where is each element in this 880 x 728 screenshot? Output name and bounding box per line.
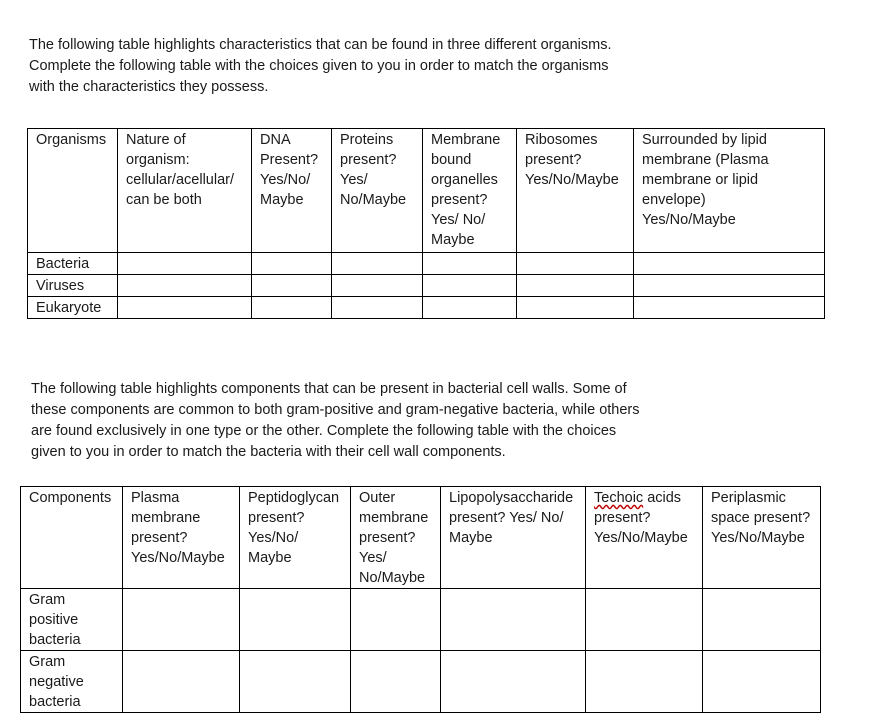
answer-cell[interactable]	[517, 253, 634, 275]
row-label-gram-negative: Gram negative bacteria	[21, 651, 123, 713]
header-nature-of-organism: Nature of organism: cellular/acellular/ can be both	[118, 129, 252, 253]
answer-cell[interactable]	[634, 297, 825, 319]
answer-cell[interactable]	[118, 253, 252, 275]
table-row	[28, 297, 825, 319]
answer-cell[interactable]	[332, 275, 423, 297]
header-teichoic-suffix: acids	[643, 490, 682, 506]
answer-cell[interactable]	[252, 297, 332, 319]
row-label-bacteria: Bacteria	[28, 253, 118, 275]
intro-paragraph-organisms: The following table highlights characteristics that can be found in three different organisms. Complete the following table with the choices given to you in order to match the organisms with the characteristics they possess.	[29, 37, 612, 95]
answer-cell[interactable]	[118, 297, 252, 319]
answer-cell[interactable]	[441, 589, 586, 651]
header-dna-present: DNA Present? Yes/No/ Maybe	[252, 129, 332, 253]
table-row	[21, 589, 821, 651]
answer-cell[interactable]	[423, 297, 517, 319]
header-peptidoglycan: Peptidoglycan present? Yes/No/ Maybe	[240, 487, 351, 589]
answer-cell[interactable]	[703, 589, 821, 651]
answer-cell[interactable]	[703, 651, 821, 713]
header-membrane-organelles: Membrane bound organelles present? Yes/ No/ Maybe	[423, 129, 517, 253]
table-row	[28, 275, 825, 297]
header-organisms: Organisms	[28, 129, 118, 253]
answer-cell[interactable]	[332, 253, 423, 275]
answer-cell[interactable]	[423, 275, 517, 297]
answer-cell[interactable]	[118, 275, 252, 297]
table-row	[21, 651, 821, 713]
answer-cell[interactable]	[586, 651, 703, 713]
header-teichoic-question: present? Yes/No/Maybe	[594, 510, 688, 546]
answer-cell[interactable]	[240, 589, 351, 651]
spellcheck-word: Techoic	[594, 490, 644, 506]
header-components: Components	[21, 487, 123, 589]
row-label-eukaryote: Eukaryote	[28, 297, 118, 319]
answer-cell[interactable]	[351, 589, 441, 651]
answer-cell[interactable]	[123, 589, 240, 651]
answer-cell[interactable]	[423, 253, 517, 275]
header-periplasmic-space: Periplasmic space present? Yes/No/Maybe	[703, 487, 821, 589]
answer-cell[interactable]	[252, 253, 332, 275]
header-teichoic-acids	[586, 487, 703, 589]
table-header-row	[21, 487, 821, 589]
answer-cell[interactable]	[586, 589, 703, 651]
intro-paragraph-cell-walls: The following table highlights components that can be present in bacterial cell walls. Some of these components are common to both gram-positive and gram-negative bacteria, while others are found exclusively in one type or the other. Complete the following table with the choices given to you in order to match the bacteria with their cell wall components.	[31, 381, 640, 460]
answer-cell[interactable]	[517, 297, 634, 319]
header-plasma-membrane: Plasma membrane present? Yes/No/Maybe	[123, 487, 240, 589]
row-label-gram-positive: Gram positive bacteria	[21, 589, 123, 651]
header-lipid-membrane: Surrounded by lipid membrane (Plasma membrane or lipid envelope) Yes/No/Maybe	[634, 129, 825, 253]
table-header-row	[28, 129, 825, 253]
answer-cell[interactable]	[240, 651, 351, 713]
organisms-table	[27, 128, 825, 319]
header-ribosomes-present: Ribosomes present? Yes/No/Maybe	[517, 129, 634, 253]
answer-cell[interactable]	[252, 275, 332, 297]
cell-wall-components-table	[20, 486, 821, 713]
table-row	[28, 253, 825, 275]
header-lipopolysaccharide: Lipopolysaccharide present? Yes/ No/ Maybe	[441, 487, 586, 589]
header-proteins-present: Proteins present? Yes/ No/Maybe	[332, 129, 423, 253]
answer-cell[interactable]	[332, 297, 423, 319]
answer-cell[interactable]	[441, 651, 586, 713]
answer-cell[interactable]	[517, 275, 634, 297]
answer-cell[interactable]	[634, 253, 825, 275]
answer-cell[interactable]	[123, 651, 240, 713]
header-outer-membrane: Outer membrane present? Yes/ No/Maybe	[351, 487, 441, 589]
answer-cell[interactable]	[634, 275, 825, 297]
row-label-viruses: Viruses	[28, 275, 118, 297]
answer-cell[interactable]	[351, 651, 441, 713]
